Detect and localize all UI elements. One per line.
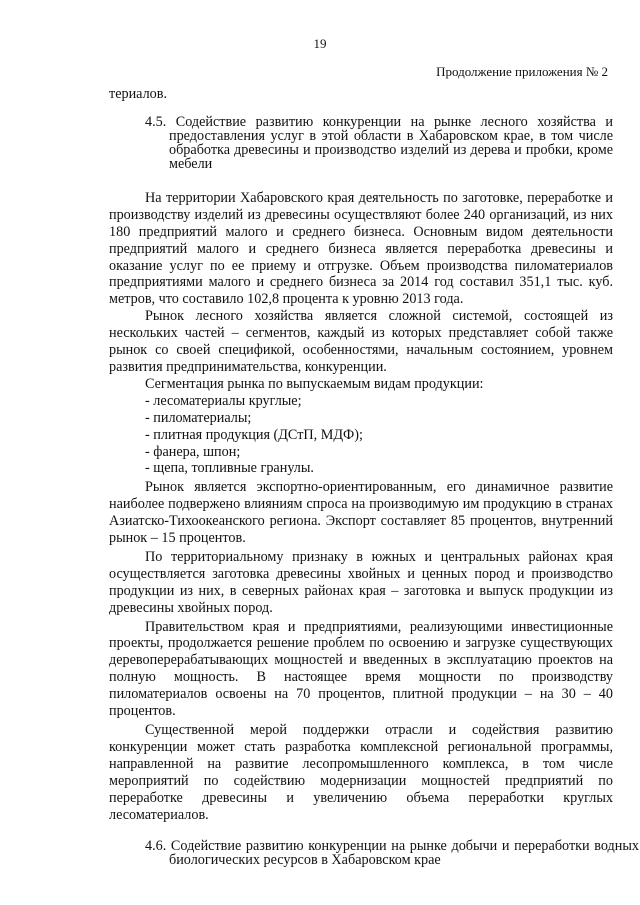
appendix-note: Продолжение приложения № 2 bbox=[436, 64, 608, 79]
paragraph: По территориальному признаку в южных и центральных районах края осуществляется заготовка древесины хвойных и ценных пород и производство продукции из них, в северных районах края – заготовка и выпуск продукции из древесины хвойных пород. bbox=[109, 548, 613, 616]
list-item: - фанера, шпон; bbox=[145, 443, 241, 460]
section-heading-4-5: 4.5. Содействие развитию конкуренции на рынке лесного хозяйства и предоставления услуг в этой области в Хабаровском крае, в том числе обработка древесины и производство изделий из дерева и пробки, кроме мебели bbox=[145, 113, 613, 172]
list-item: - щепа, топливные гранулы. bbox=[145, 460, 314, 477]
page-number: 19 bbox=[313, 36, 327, 51]
list-item: - плитная продукция (ДСтП, МДФ); bbox=[145, 426, 363, 443]
paragraph: На территории Хабаровского края деятельность по заготовке, переработке и производству изделий из древесины осуществляют более 240 организаций, из них 180 предприятий малого и среднего бизнеса. Основным видом деятельности предприятий малого и среднего бизнеса является переработка древесины и оказание услуг по ее приему и отгрузке. Объем производства пиломатериалов предприятиями малого и среднего бизнеса за 2014 год составил 351,1 тыс. куб. метров, что составило 102,8 процента к уровню 2013 года. bbox=[109, 189, 613, 308]
list-item: - лесоматериалы круглые; bbox=[145, 392, 302, 409]
paragraph: Существенной мерой поддержки отрасли и содействия развитию конкуренции может стать разработка комплексной региональной программы, направленной на развитие лесопромышленного комплекса, в том числе мероприятий по содействию модернизации мощностей предприятий по переработке древесины и увеличению объема переработки круглых лесоматериалов. bbox=[109, 722, 613, 823]
paragraph: Рынок лесного хозяйства является сложной системой, состоящей из нескольких частей – сегментов, каждый из которых представляет собой также рынок со своей спецификой, особенностями, начальным состоянием, уровнем развития предпринимательства, конкуренции. bbox=[109, 308, 613, 375]
section-heading-4-6: 4.6. Содействие развитию конкуренции на рынке добычи и переработки водных биологических ресурсов в Хабаровском крае bbox=[145, 838, 639, 869]
paragraph: Сегментация рынка по выпускаемым видам продукции: bbox=[145, 375, 484, 392]
paragraph: Рынок является экспортно-ориентированным, его динамичное развитие наиболее подвержено влияниям спроса на производимую им продукцию в странах Азиатско-Тихоокеанского региона. Экспорт составляет 85 процентов, внутренний рынок – 15 процентов. bbox=[109, 479, 613, 547]
paragraph: Правительством края и предприятиями, реализующими инвестиционные проекты, продолжается решение проблем по освоению и загрузке существующих деревоперерабатывающих мощностей и введенных в эксплуатацию проектов на полную мощность. В настоящее время мощности по производству пиломатериалов освоены на 70 процентов, плитной продукции – на 30 – 40 процентов. bbox=[109, 618, 613, 720]
list-item: - пиломатериалы; bbox=[145, 409, 252, 426]
document-body bbox=[109, 86, 639, 869]
continuation-fragment: териалов. bbox=[109, 86, 168, 102]
